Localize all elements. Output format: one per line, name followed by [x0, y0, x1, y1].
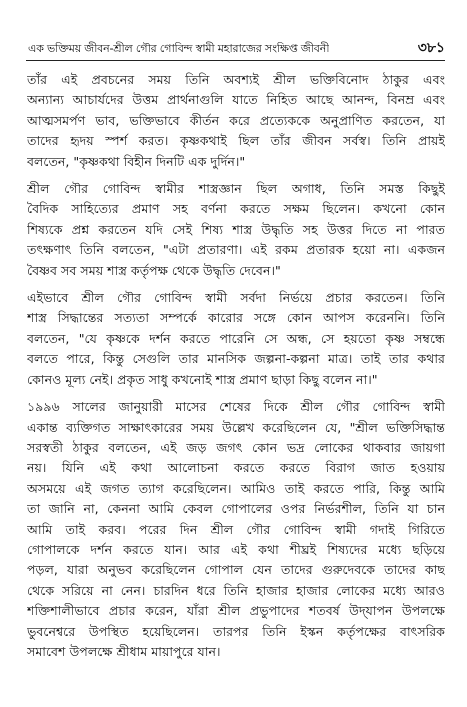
text-line: শিষ্যকে প্রশ্ন করতেন যদি সেই শিষ্য শাস্ত্র উদ্ধৃতি সহ উত্তর দিতে না পারত — [27, 221, 445, 237]
text-line: তা জানি না, কেননা আমি কেবল গোপালের ওপর নির্ভরশীল, তিনি যা চান — [27, 501, 445, 517]
text-line: বলতেন, "যে কৃষ্ণকে দর্শন করতে পারেনি সে অন্ধ, সে হয়তো কৃষ্ণ সম্বন্ধে — [27, 330, 445, 346]
text-line: শ্রীল গৌর গোবিন্দ স্বামীর শাস্ত্রজ্ঞান ছিল অগাধ, তিনি সমস্ত কিছুই — [27, 181, 445, 197]
text-line: আমি তাই করব। পরের দিন শ্রীল গৌর গোবিন্দ স্বামী গদাই গিরিতে — [27, 521, 445, 537]
text-line: অন্যান্য আচার্যদের উত্তম প্রার্থনাগুলি যাতে নিহিত আছে আনন্দ, বিনম্র এবং — [27, 92, 445, 108]
text-line: বৈদিক সাহিত্যের প্রমাণ সহ বর্ণনা করতে সক্ষম ছিলেন। কখনো কোন — [27, 201, 445, 217]
running-title: এক ভক্তিময় জীবন-শ্রীল গৌর গোবিন্দ স্বামী মহারাজের সংক্ষিপ্ত জীবনী — [28, 42, 330, 55]
text-line: ১৯৯৬ সালের জানুয়ারী মাসের শেষের দিকে শ্রীল গৌর গোবিন্দ স্বামী — [27, 399, 445, 415]
text-line: সমাবেশ উপলক্ষে শ্রীধাম মায়াপুরে যান। — [27, 643, 221, 659]
text-line: একান্ত ব্যক্তিগত সাক্ষাৎকারের সময় উল্লেখ করেছিলেন যে, "শ্রীল ভক্তিসিদ্ধান্ত — [27, 419, 445, 435]
page-number: ৩৮১ — [417, 40, 445, 56]
text-line: এইভাবে শ্রীল গৌর গোবিন্দ স্বামী সর্বদা নির্ভয়ে প্রচার করতেন। তিনি — [27, 290, 445, 306]
paragraph — [27, 288, 445, 390]
text-line: গোপালকে দর্শন করতে যান। আর এই কথা শীঘ্রই শিষ্যদের মধ্যে ছড়িয়ে — [27, 541, 445, 557]
text-line: থেকে সরিয়ে না নেন। চারদিন ধরে তিনি হাজার হাজার লোকের মধ্যে আরও — [27, 582, 445, 598]
paragraph — [27, 179, 445, 281]
body-text — [27, 70, 445, 669]
text-line: বলতেন, "কৃষ্ণকথা বিহীন দিনটি এক দুর্দিন।" — [27, 153, 246, 169]
text-line: বৈষ্ণব সব সময় শাস্ত্র কর্তৃপক্ষ থেকে উদ্ধৃতি দেবেন।" — [27, 262, 281, 278]
text-line: কোনও মূল্য নেই। প্রকৃত সাধু কখনোই শাস্ত্র প্রমাণ ছাড়া কিছু বলেন না।" — [27, 371, 378, 387]
text-line: আত্মসমর্পণ ভাব, ভক্তিভাবে কীর্তন করে প্রত্যেককে অনুপ্রাণিত করতেন, যা — [27, 112, 445, 128]
text-line: সরস্বতী ঠাকুর বলতেন, এই জড় জগৎ কোন ভদ্র লোকের থাকবার জায়গা — [27, 439, 445, 455]
header-rule — [26, 60, 445, 61]
text-line: শাস্ত্র সিদ্ধান্তের সত্যতা সম্পর্কে কারোর সঙ্গে কোন আপস করেননি। তিনি — [27, 310, 445, 326]
text-line: শক্তিশালীভাবে প্রচার করেন, যাঁরা শ্রীল প্রভুপাদের শতবর্ষ উদ্‌যাপন উপলক্ষে — [27, 603, 445, 619]
text-line: তাঁর এই প্রবচনের সময় তিনি অবশ্যই শ্রীল ভক্তিবিনোদ ঠাকুর এবং — [27, 72, 445, 87]
text-line: ভুবনেশ্বরে উপস্থিত হয়েছিলেন। তারপর তিনি ইস্কন কর্তৃপক্ষের বাৎসরিক — [27, 623, 445, 639]
text-line: তাদের হৃদয় স্পর্শ করত। কৃষ্ণকথাই ছিল তাঁর জীবন সর্বস্ব। তিনি প্রায়ই — [27, 133, 445, 149]
text-line: নয়। যিনি এই কথা আলোচনা করতে করতে বিরাগ জাত হওয়ায় — [27, 460, 445, 476]
paragraph — [27, 70, 445, 172]
page-header — [28, 36, 445, 60]
text-line: অসময়ে এই জগত ত্যাগ করেছিলেন। আমিও তাই করতে পারি, কিন্তু আমি — [27, 480, 445, 496]
text-line: তৎক্ষণাৎ তিনি বলতেন, "এটা প্রতারণা। এই রকম প্রতারক হয়ো না। একজন — [27, 242, 445, 258]
text-line: পড়ল, যারা অনুভব করেছিলেন গোপাল যেন তাদের গুরুদেবকে তাদের কাছ — [27, 562, 445, 578]
paragraph — [27, 397, 445, 662]
text-line: বলতে পারে, কিন্তু সেগুলি তার মানসিক জল্পনা-কল্পনা মাত্র। তাই তার কথার — [27, 351, 445, 367]
